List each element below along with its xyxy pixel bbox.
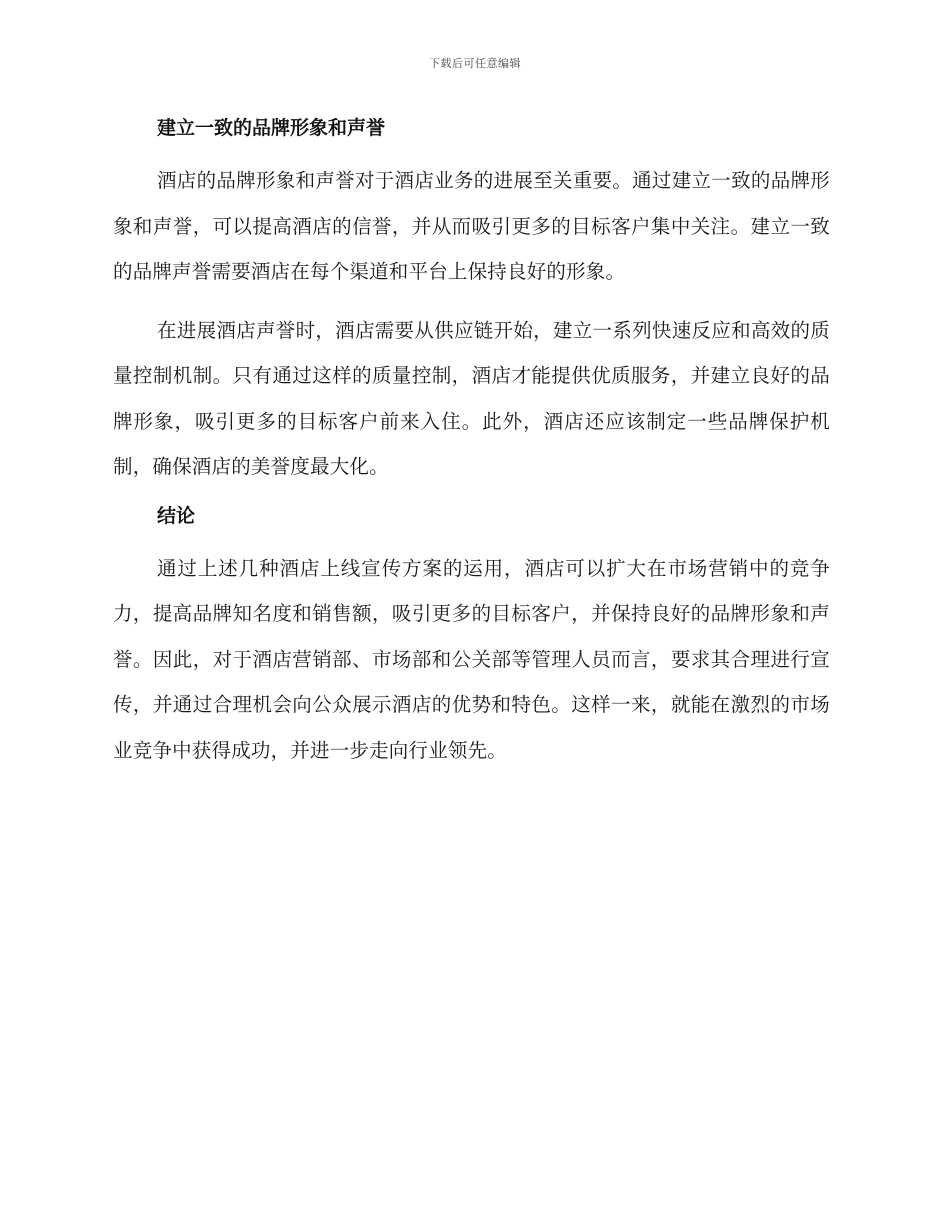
document-body [113,110,830,773]
paragraph-brand-2: 在进展酒店声誉时，酒店需要从供应链开始，建立一系列快速反应和高效的质量控制机制。只有通过这样的质量控制，酒店才能提供优质服务，并建立良好的品牌形象，吸引更多的目标客户前来入住。此外，酒店还应该制定一些品牌保护机制，确保酒店的美誉度最大化。 [113,318,830,478]
paragraph-brand-1: 酒店的品牌形象和声誉对于酒店业务的进展至关重要。通过建立一致的品牌形象和声誉，可以提高酒店的信誉，并从而吸引更多的目标客户集中关注。建立一致的品牌声誉需要酒店在每个渠道和平台上保持良好的形象。 [113,169,830,283]
header-note: 下载后可任意编辑 [429,57,521,70]
section-heading-conclusion: 结论 [157,504,196,527]
paragraph-conclusion: 通过上述几种酒店上线宣传方案的运用，酒店可以扩大在市场营销中的竞争力，提高品牌知名度和销售额，吸引更多的目标客户，并保持良好的品牌形象和声誉。因此，对于酒店营销部、市场部和公关部等管理人员而言，要求其合理进行宣传，并通过合理机会向公众展示酒店的优势和特色。这样一来，就能在激烈的市场业竞争中获得成功，并进一步走向行业领先。 [113,556,830,762]
section-heading-brand: 建立一致的品牌形象和声誉 [157,117,386,139]
